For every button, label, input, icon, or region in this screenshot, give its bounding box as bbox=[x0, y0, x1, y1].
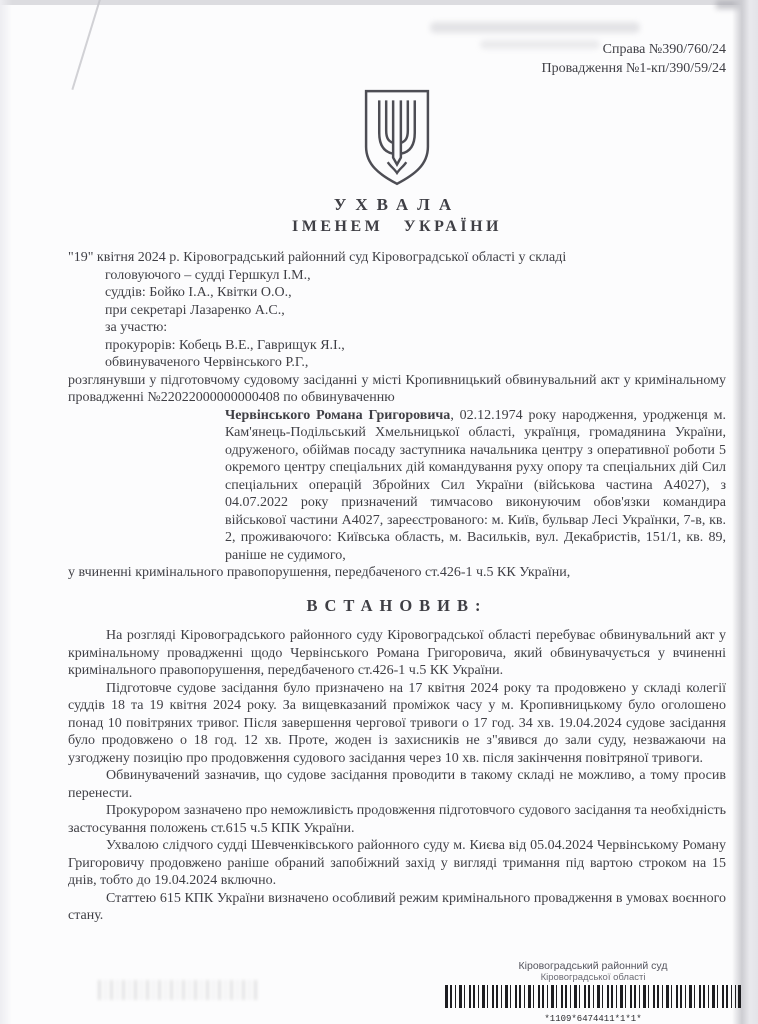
established-paragraph: На розгляді Кіровоградського районного суду Кіровоградської області перебуває обвинувальний акт у кримінальному провадженні щодо Червінського Романа Григоровича, який обвинувачується у вчиненні кримінального правопорушення, передбаченого ст.426-1 ч.5 КК України. bbox=[68, 628, 726, 678]
established-paragraph: Ухвалою слідчого судді Шевченківського районного суду м. Києва від 05.04.2024 Червінському Роману Григоровичу продовжено раніше обраний запобіжний захід у вигляді тримання під вартою строком на 15 днів, тобто до 19.04.2024 включно. bbox=[68, 838, 726, 888]
defendant-details: , 02.12.1974 року народження, уродженця м. Кам'янець-Подільський Хмельницької області, українця, громадянина України, одруженого, обіймав посаду заступника начальника центру з оперативної роботи 5 окремого центру спеціальних дій командування руху опору та спеціальних дій Сил спеціальних операцій Збройних Сил України (військова частина А4027), з 04.07.2022 року призначений тимчасово виконуючим обов'язки командира військової частини А4027, зареєстрованого: м. Київ, бульвар Лесі Українки, 7-в, кв. 2, проживаючого: Київська область, м. Васильків, вул. Декабристів, 151/1, кв. 89, раніше не судимого, bbox=[225, 407, 726, 563]
page-edge-shadow-left bbox=[0, 0, 12, 1024]
panel-line-secretary: при секретарі Лазаренко А.С., bbox=[105, 302, 285, 318]
bleed-through-text bbox=[430, 22, 640, 33]
panel-line-presiding: головуючого – судді Гершкул І.М., bbox=[105, 267, 311, 283]
barcode-number: *1109*6474411*1*1* bbox=[540, 1014, 645, 1024]
barcode-icon bbox=[450, 985, 736, 1008]
ukraine-trident-emblem-icon bbox=[353, 88, 441, 190]
case-reference-block bbox=[68, 40, 726, 78]
date-and-court-line: "19" квітня 2024 р. Кіровоградський районний суд Кіровоградської області у складі bbox=[68, 250, 567, 265]
ruling-title: УХВАЛА bbox=[333, 195, 461, 214]
considered-line: розглянувши у підготовчому судовому засіданні у місті Кропивницький обвинувальний акт у кримінальному провадженні №22022000000000408 по обвинуваченню bbox=[68, 372, 726, 405]
panel-line-accused: обвинуваченого Червінського Р.Г., bbox=[105, 355, 309, 370]
panel-line-participation: за участю: bbox=[105, 320, 168, 335]
bleed-through-barcode bbox=[98, 980, 258, 1000]
document-body bbox=[68, 40, 726, 925]
intro-section bbox=[68, 249, 726, 582]
panel-line-prosecutors: прокурорів: Кобець В.Е., Гаврищук Я.І., bbox=[105, 337, 345, 353]
stamp-court-region: Кіровоградської області bbox=[540, 972, 646, 983]
proceeding-number: Провадження №1-кп/390/59/24 bbox=[541, 61, 726, 76]
page-edge-shadow-right bbox=[732, 0, 758, 1024]
panel-line-judges: суддів: Бойко І.А., Квітки О.О., bbox=[105, 285, 292, 300]
case-number: Справа №390/760/24 bbox=[602, 42, 726, 57]
emblem-block bbox=[353, 88, 441, 190]
established-paragraph: Прокурором зазначено про неможливість продовження підготовчого судового засідання та необхідність застосування положень ст.615 ч.5 КПК України. bbox=[68, 803, 726, 836]
ruling-subtitle: ІМЕНЕМ УКРАЇНИ bbox=[292, 218, 502, 235]
established-paragraph: Обвинувачений зазначив, що судове засідання проводити в такому складі не можливо, а тому просив перенести. bbox=[68, 768, 726, 801]
stamp-court-name: Кіровоградський районний суд bbox=[518, 960, 668, 972]
defendant-description bbox=[225, 407, 726, 565]
court-registration-stamp bbox=[446, 960, 740, 1024]
scan-top-edge bbox=[0, 0, 758, 5]
established-heading: ВСТАНОВИВ: bbox=[306, 595, 488, 615]
charge-line: у вчиненні кримінального правопорушення, передбаченого ст.426-1 ч.5 КК України, bbox=[68, 565, 571, 580]
established-paragraph: Підготовче судове засідання було призначено на 17 квітня 2024 року та продовжено у складі колегії суддів 18 та 19 квітня 2024 року. За вищевказаний проміжок часу у м. Кропивницькому було оголошено понад 10 повітряних тривог. Після завершення чергової тривоги о 17 год. 34 хв. 19.04.2024 судове засідання було продовжено о 18 год. 12 хв. Проте, жоден із захисників не з"явився до зали суду, незважаючи на узгоджену позицію про продовження судового засідання через 10 хв. після закінчення повітряної тривоги. bbox=[68, 680, 726, 766]
established-paragraph: Статтею 615 КПК України визначено особливий режим кримінального провадження в умовах воєнного стану. bbox=[68, 890, 726, 923]
defendant-name: Червінського Романа Григоровича bbox=[225, 407, 451, 423]
